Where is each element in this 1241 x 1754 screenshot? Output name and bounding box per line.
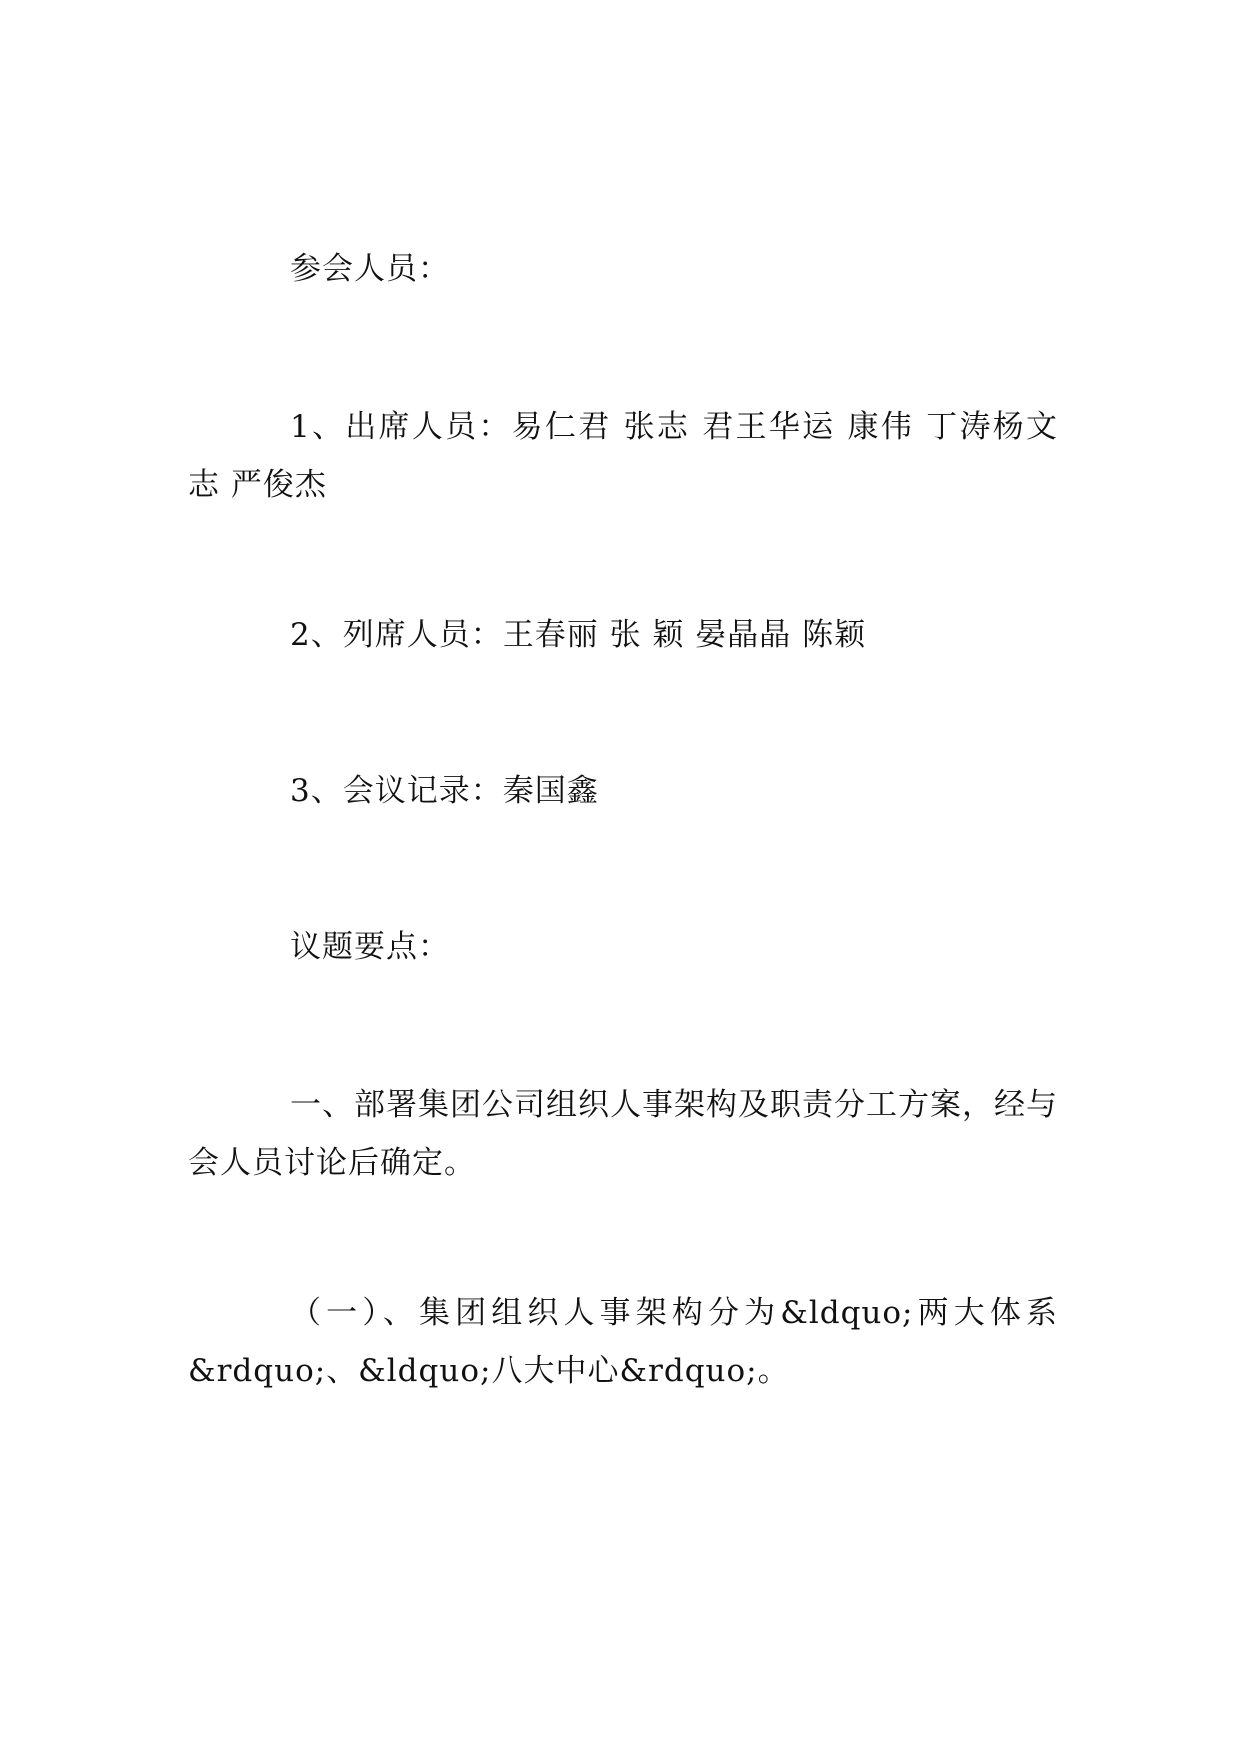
agenda-item-1: 一、部署集团公司组织人事架构及职责分工方案，经与会人员讨论后确定。 [188, 1087, 1058, 1181]
agenda-heading: 议题要点： [290, 929, 450, 965]
attendees-observers: 2、列席人员：王春丽 张 颖 晏晶晶 陈颖 [290, 617, 867, 653]
attendees-heading: 参会人员： [290, 251, 450, 287]
agenda-item-1-sub-1: （一）、集团组织人事架构分为&ldquo;两大体系&rdquo;、&ldquo;八大中心&rdquo;。 [188, 1295, 1058, 1389]
attendees-present: 1、出席人员：易仁君 张志 君王华运 康伟 丁涛杨文志 严俊杰 [188, 409, 1058, 503]
meeting-recorder: 3、会议记录：秦国鑫 [290, 773, 599, 809]
